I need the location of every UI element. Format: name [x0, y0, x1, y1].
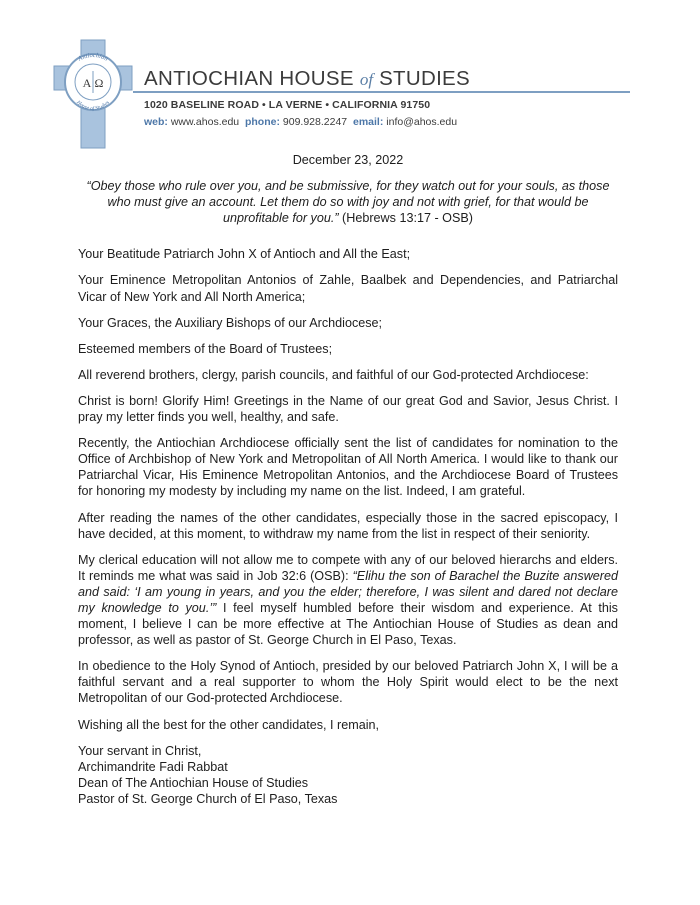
signature-title-dean: Dean of The Antiochian House of Studies — [78, 775, 309, 790]
email-link[interactable]: info@ahos.edu — [386, 116, 458, 128]
paragraph-obedience: In obedience to the Holy Synod of Antioch, presided by our beloved Patriarch John X, I will be a faithful servant and a real supporter to whom the Holy Spirit would elect to be the next Metropolitan of our God-protected Archdiocese. — [78, 659, 618, 706]
seal-bottom-text: House of Studies — [75, 99, 111, 113]
signature-closing: Your servant in Christ, — [78, 743, 202, 758]
address-line: 1020 BASELINE ROAD • LA VERNE • CALIFORNIA 91750 — [144, 99, 431, 111]
seal-arc-text: Antiochian — [77, 51, 109, 63]
seal-letter-alpha: A — [82, 76, 92, 90]
letterhead — [0, 0, 700, 150]
contact-line — [144, 116, 457, 128]
org-name-main: ANTIOCHIAN HOUSE — [144, 67, 354, 90]
salutation-metropolitan: Your Eminence Metropolitan Antonios of Zahle, Baalbek and Dependencies, and Patriarchal Vicar of New York and All North America; — [78, 273, 618, 304]
website-link[interactable]: www.ahos.edu — [170, 116, 240, 128]
signature-title-pastor: Pastor of St. George Church of El Paso, Texas — [78, 791, 338, 806]
org-name-of: of — [359, 70, 374, 89]
signature-block — [78, 743, 618, 807]
salutation-bishops: Your Graces, the Auxiliary Bishops of our Archdiocese; — [78, 315, 383, 330]
epigraph-quote: “Obey those who rule over you, and be submissive, for they watch out for your souls, as those who must give an account. Let them do so with joy and not with grief, for that would be unprofitable for you.” — [86, 179, 610, 226]
salutation-trustees: Esteemed members of the Board of Trustees; — [78, 341, 333, 356]
epigraph — [78, 178, 618, 226]
org-name-end: STUDIES — [379, 67, 471, 90]
phone-number[interactable]: 909.928.2247 — [282, 116, 348, 128]
paragraph-closing: Wishing all the best for the other candidates, I remain, — [78, 717, 380, 732]
paragraph-humility-start: My clerical education will not allow me to compete with any of our beloved hierarchs and elders. It reminds me what was said in Job 32:6 (OSB): — [78, 552, 618, 583]
letter-date: December 23, 2022 — [292, 153, 404, 167]
salutation-patriarch: Your Beatitude Patriarch John X of Antioch and All the East; — [78, 247, 411, 262]
letter-body — [78, 152, 618, 807]
paragraph-nomination: Recently, the Antiochian Archdiocese officially sent the list of candidates for nomination to the Office of Archbishop of New York and Metropolitan of All North America. I would like to thank our Patriarchal Vicar, His Eminence Metropolitan Antonios, and the Archdiocese Board of Trustees for honoring my modesty by including my name on the list. Indeed, I am grateful. — [78, 436, 618, 499]
paragraph-greeting: Christ is born! Glorify Him! Greetings in the Name of our great God and Savior, Jesus Christ. I pray my letter finds you well, healthy, and safe. — [78, 393, 618, 425]
email-label: email: — [352, 116, 384, 128]
job-quote: “Elihu the son of Barachel the Buzite answered and said: ‘I am young in years, and you the elder; therefore, I was silent and dared not declare my knowledge to you.’” — [78, 568, 618, 615]
salutation-faithful: All reverend brothers, clergy, parish councils, and faithful of our God-protected Archdiocese: — [78, 367, 589, 382]
paragraph-withdrawal: After reading the names of the other candidates, especially those in the sacred episcopacy, I have decided, at this moment, to withdraw my name from the list in respect of their seniority. — [78, 510, 618, 541]
epigraph-reference: (Hebrews 13:17 - OSB) — [338, 211, 473, 226]
organization-name — [144, 67, 470, 91]
web-label: web: — [144, 116, 168, 128]
paragraph-humility-end: I feel myself humbled before their wisdom and experience. At this moment, I believe I can be more effective at The Antiochian House of Studies as dean and professor, as well as pastor of St. George Church in El Paso, Texas. — [78, 600, 618, 648]
signature-name: Archimandrite Fadi Rabbat — [78, 759, 228, 774]
letterhead-rule — [133, 91, 630, 93]
paragraph-humility — [78, 552, 618, 649]
institution-seal-logo — [52, 38, 134, 150]
seal-letter-omega: Ω — [94, 76, 104, 90]
phone-label: phone: — [244, 116, 280, 128]
